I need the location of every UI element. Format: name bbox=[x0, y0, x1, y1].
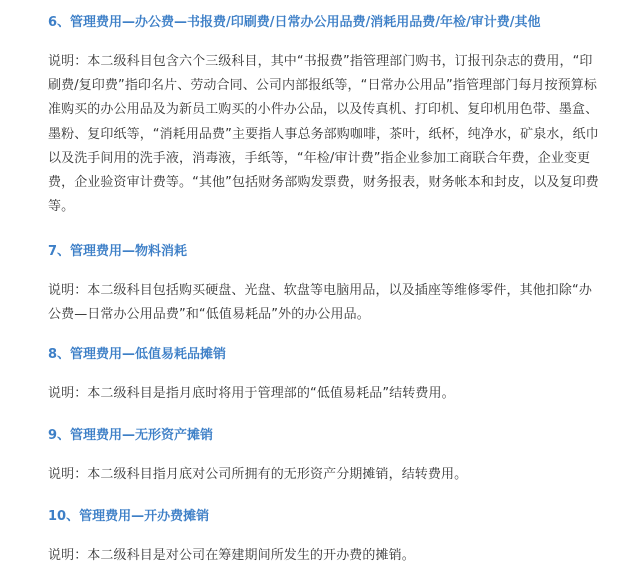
section-7-title: 7、管理费用—物料消耗 bbox=[48, 244, 188, 259]
section-6-body: 说明：本二级科目包含六个三级科目，其中“书报费”指管理部门购书，订报刊杂志的费用，“印刷费/复印费”指印名片、劳动合同、公司内部报纸等，“日常办公用品”指管理部门每月按预算标准购买的办公用品及为新员工购买的小件办公品，以及传真机、打印机、复印机用色带、墨盒、墨粉、复印纸等，“消耗用品费”主要指人事总务部购咖啡，茶叶，纸杯，纯净水，矿泉水，纸巾以及洗手间用的洗手液，消毒液，手纸等，“年检/审计费”指企业参加工商联合年费，企业变更费，企业验资审计费等。“其他”包括财务部购发票费，财务报表，财务帐本和封皮，以及复印费等。 bbox=[48, 54, 599, 215]
section-7-body: 说明：本二级科目包括购买硬盘、光盘、软盘等电脑用品，以及插座等维修零件，其他扣除“办公费—日常办公用品费”和“低值易耗品”外的办公用品。 bbox=[48, 283, 592, 323]
section-8-title: 8、管理费用—低值易耗品摊销 bbox=[48, 347, 227, 362]
section-9-title: 9、管理费用—无形资产摊销 bbox=[48, 428, 214, 443]
section-10-title: 10、管理费用—开办费摊销 bbox=[48, 509, 210, 524]
section-10-body: 说明：本二级科目是对公司在筹建期间所发生的开办费的摊销。 bbox=[48, 548, 415, 563]
section-8-body: 说明：本二级科目是指月底时将用于管理部的“低值易耗品”结转费用。 bbox=[48, 386, 455, 401]
section-6-title: 6、管理费用—办公费—书报费/印刷费/日常办公用品费/消耗用品费/年检/审计费/其他 bbox=[48, 15, 541, 30]
section-9-body: 说明：本二级科目指月底对公司所拥有的无形资产分期摊销，结转费用。 bbox=[48, 467, 468, 482]
